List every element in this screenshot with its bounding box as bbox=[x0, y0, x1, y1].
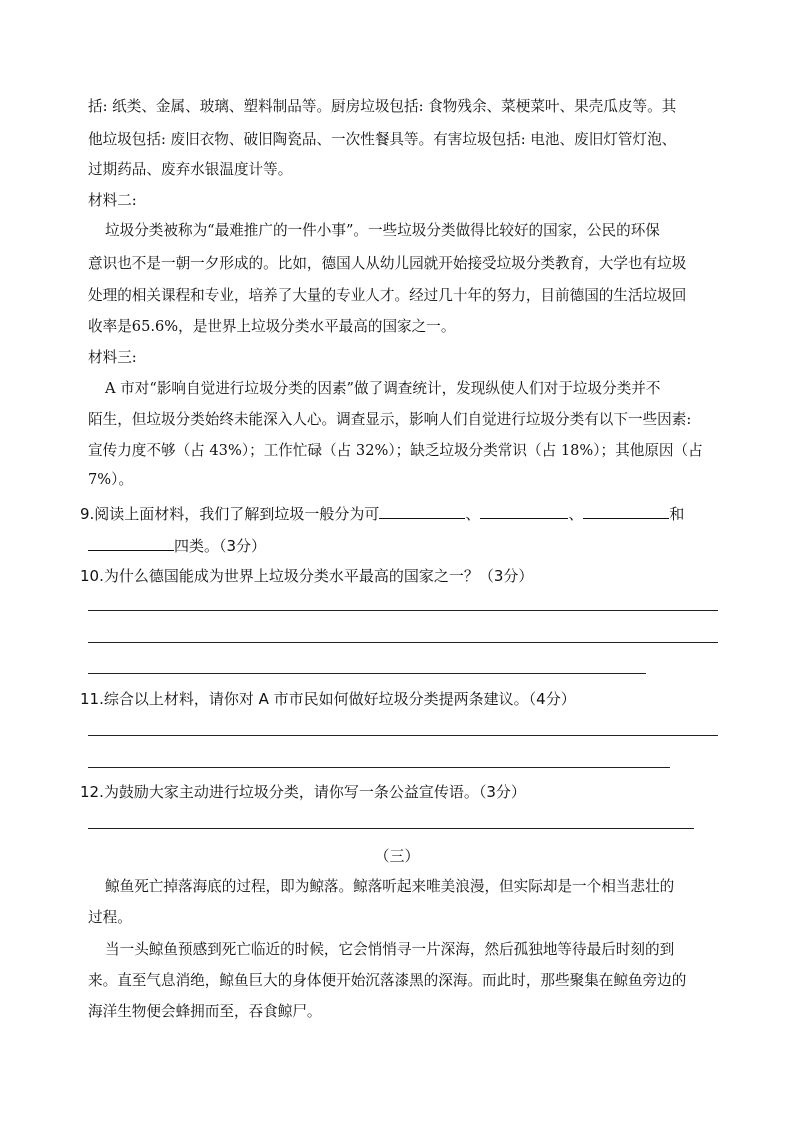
material-two-line-1: 垃圾分类被称为“最难推广的一件小事”。一些垃圾分类做得比较好的国家，公民的环保 bbox=[105, 222, 660, 239]
separator: 、 bbox=[568, 505, 584, 523]
question-9-text: 9.阅读上面材料，我们了解到垃圾一般分为可 bbox=[80, 505, 380, 523]
material-three-heading: 材料三: bbox=[88, 349, 137, 366]
material-two-heading: 材料二: bbox=[88, 192, 137, 209]
material-two-line-4: 收率是65.6%，是世界上垃圾分类水平最高的国家之一。 bbox=[88, 318, 456, 335]
question-9 bbox=[80, 504, 684, 524]
material-two-line-3: 处理的相关课程和专业，培养了大量的专业人才。经过几十年的努力，目前德国的生活垃圾回 bbox=[88, 287, 687, 304]
answer-blank-3[interactable] bbox=[583, 504, 669, 519]
material-one-line-2: 他垃圾包括: 废旧衣物、破旧陶瓷品、一次性餐具等。有害垃圾包括: 电池、废旧灯管灯泡、 bbox=[88, 131, 677, 148]
question-12: 12.为鼓励大家主动进行垃圾分类，请你写一条公益宣传语。（3分） bbox=[80, 783, 526, 801]
material-three-line-2: 陌生，但垃圾分类始终未能深入人心。调查显示，影响人们自觉进行垃圾分类有以下一些因素: bbox=[88, 411, 692, 428]
conjunction: 和 bbox=[669, 505, 685, 523]
question-10: 10.为什么德国能成为世界上垃圾分类水平最高的国家之一？（3分） bbox=[80, 567, 534, 585]
answer-line[interactable] bbox=[88, 673, 646, 674]
question-11: 11.综合以上材料，请你对 A 市市民如何做好垃圾分类提两条建议。（4分） bbox=[80, 690, 576, 708]
section-heading: （三） bbox=[374, 847, 420, 865]
material-two-line-2: 意识也不是一朝一夕形成的。比如，德国人从幼儿园就开始接受垃圾分类教育，大学也有垃圾 bbox=[88, 255, 687, 272]
section-three-p2-line-1: 当一头鲸鱼预感到死亡临近的时候，它会悄悄寻一片深海，然后孤独地等待最后时刻的到 bbox=[105, 941, 675, 958]
material-one-line-3: 过期药品、废弃水银温度计等。 bbox=[88, 161, 293, 178]
question-9-continued bbox=[88, 536, 266, 556]
answer-line[interactable] bbox=[88, 610, 718, 611]
answer-line[interactable] bbox=[88, 735, 718, 736]
answer-blank-4[interactable] bbox=[88, 536, 174, 551]
answer-line[interactable] bbox=[88, 767, 670, 768]
material-three-line-3: 宣传力度不够（占 43%）；工作忙碌（占 32%）；缺乏垃圾分类常识（占 18%）；其他原因（占 bbox=[88, 442, 703, 459]
question-9-tail: 四类。（3分） bbox=[174, 537, 267, 555]
section-three-p1-line-1: 鲸鱼死亡掉落海底的过程，即为鲸落。鲸落听起来唯美浪漫，但实际却是一个相当悲壮的 bbox=[105, 878, 675, 895]
material-one-line-1: 括: 纸类、金属、玻璃、塑料制品等。厨房垃圾包括: 食物残余、菜梗菜叶、果壳瓜皮等。其 bbox=[88, 98, 677, 115]
answer-line[interactable] bbox=[88, 642, 718, 643]
separator: 、 bbox=[465, 505, 481, 523]
section-three-p1-line-2: 过程。 bbox=[88, 909, 132, 926]
answer-blank-1[interactable] bbox=[379, 504, 465, 519]
answer-line[interactable] bbox=[88, 828, 694, 829]
section-three-p2-line-2: 来。直至气息消绝，鲸鱼巨大的身体便开始沉落漆黑的深海。而此时，那些聚集在鲸鱼旁边的 bbox=[88, 972, 687, 989]
answer-blank-2[interactable] bbox=[480, 504, 568, 519]
material-three-line-1: A 市对“影响自觉进行垃圾分类的因素”做了调查统计，发现纵使人们对于垃圾分类并不 bbox=[105, 380, 661, 397]
section-three-p2-line-3: 海洋生物便会蜂拥而至，吞食鲸尸。 bbox=[88, 1003, 322, 1020]
material-three-line-4: 7%）。 bbox=[88, 471, 134, 488]
